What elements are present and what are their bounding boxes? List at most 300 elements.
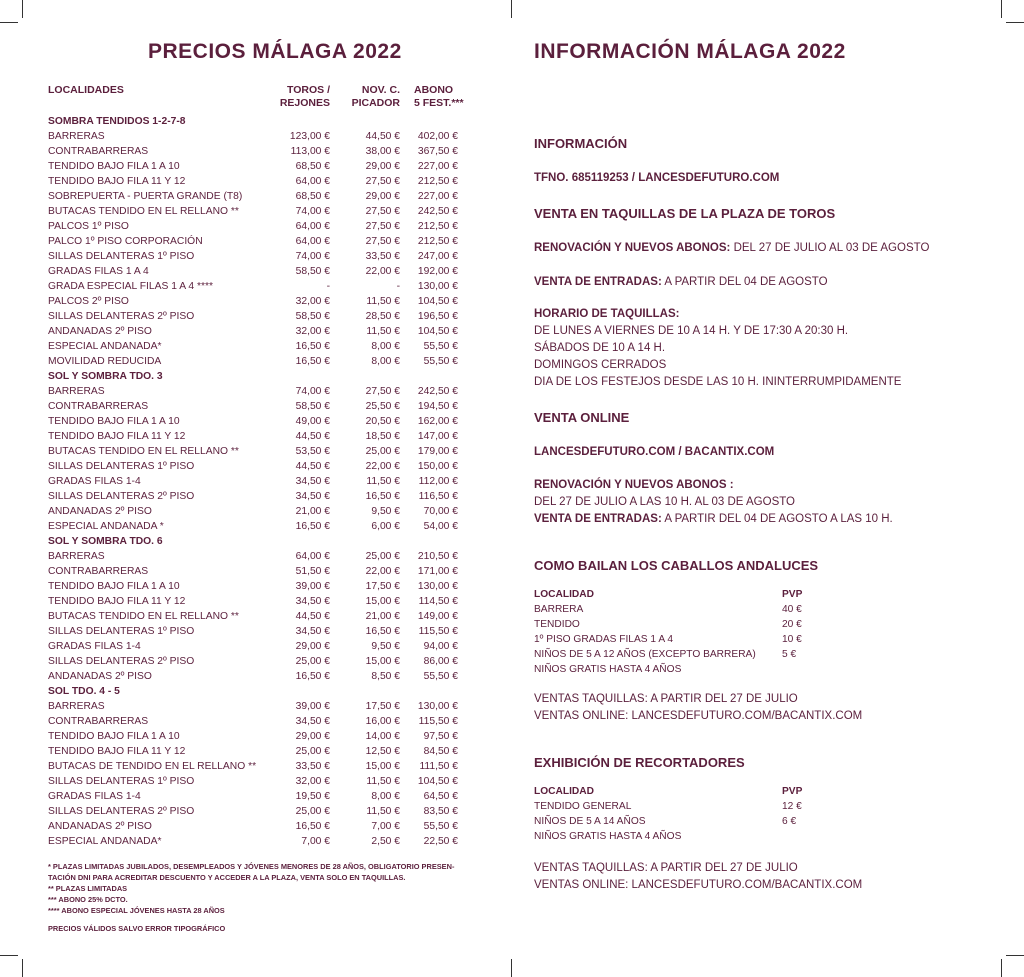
table-row (48, 264, 468, 279)
price-abono: 55,50 € (423, 356, 458, 367)
price-abono: 55,50 € (423, 671, 458, 682)
row-label: GRADAS FILAS 1-4 (48, 641, 141, 652)
price-rows (48, 114, 468, 849)
price-nov: 8,00 € (371, 791, 400, 802)
row-label: SILLAS DELANTERAS 1º PISO (48, 626, 195, 637)
price-abono: 55,50 € (423, 821, 458, 832)
row-label: TENDIDO BAJO FILA 1 A 10 (48, 161, 180, 172)
price-nov: 9,50 € (371, 641, 400, 652)
row-label: SOL Y SOMBRA TDO. 6 (48, 536, 163, 547)
price-toros: 16,50 € (295, 821, 330, 832)
price-abono: 171,00 € (417, 566, 458, 577)
row-label: NIÑOS GRATIS HASTA 4 AÑOS (534, 831, 682, 842)
price-nov: 18,50 € (365, 431, 400, 442)
price-nov: - (396, 281, 400, 292)
price-nov: 33,50 € (365, 251, 400, 262)
price-table (48, 84, 468, 849)
horario-label: HORARIO DE TAQUILLAS: (534, 308, 680, 320)
row-label: SOL TDO. 4 - 5 (48, 686, 120, 697)
price-abono: 149,00 € (417, 611, 458, 622)
price-abono: 104,50 € (417, 326, 458, 337)
price-abono: 112,00 € (418, 476, 458, 487)
header-localidades: LOCALIDADES (48, 84, 124, 96)
phone-line: TFNO. 685119253 / LANCESDEFUTURO.COM (534, 172, 780, 184)
header-toros: TOROS / REJONES (279, 84, 330, 109)
price-abono: 54,00 € (423, 521, 458, 532)
header-abono: ABONO 5 FEST.*** (414, 84, 464, 109)
price-nov: 22,00 € (365, 266, 400, 277)
price-abono: 162,00 € (417, 416, 458, 427)
price-toros: 29,00 € (295, 641, 330, 652)
price-nov: 28,50 € (365, 311, 400, 322)
price-nov: 2,50 € (371, 836, 400, 847)
table-row (48, 699, 468, 714)
table-row (48, 414, 468, 429)
price-toros: 33,50 € (295, 761, 330, 772)
price-abono: 150,00 € (417, 461, 458, 472)
table-row (48, 399, 468, 414)
price-toros: 25,00 € (295, 746, 330, 757)
crop-mark (22, 959, 23, 977)
price-toros: - (326, 281, 330, 292)
row-label: BUTACAS TENDIDO EN EL RELLANO ** (48, 206, 239, 217)
row-label: SILLAS DELANTERAS 1º PISO (48, 776, 195, 787)
price-abono: 192,00 € (417, 266, 458, 277)
footnote: TACIÓN DNI PARA ACREDITAR DESCUENTO Y ACCEDER A LA PLAZA, VENTA SOLO EN TAQUILLAS. (48, 873, 406, 882)
price-toros: 34,50 € (295, 476, 330, 487)
validity-note: PRECIOS VÁLIDOS SALVO ERROR TIPOGRÁFICO (48, 924, 226, 933)
table-row (48, 129, 468, 144)
row-label: ANDANADAS 2º PISO (48, 506, 152, 517)
price-toros: 68,50 € (295, 191, 330, 202)
price-abono: 104,50 € (417, 296, 458, 307)
price-nov: 22,00 € (365, 461, 400, 472)
online-renov-label: RENOVACIÓN Y NUEVOS ABONOS : (534, 479, 734, 491)
row-label: BARRERAS (48, 386, 105, 397)
price-toros: 39,00 € (295, 581, 330, 592)
price-nov: 6,00 € (371, 521, 400, 532)
prices-panel (48, 40, 468, 933)
row-label: ANDANADAS 2º PISO (48, 821, 152, 832)
price-nov: 11,50 € (366, 326, 400, 337)
price-toros: 64,00 € (295, 551, 330, 562)
taquillas-heading: VENTA EN TAQUILLAS DE LA PLAZA DE TOROS (534, 206, 836, 221)
table-row (48, 204, 468, 219)
table-row (48, 804, 468, 819)
row-label: SOBREPUERTA - PUERTA GRANDE (T8) (48, 191, 243, 202)
info-title: INFORMACIÓN MÁLAGA 2022 (534, 40, 846, 63)
row-label: GRADAS FILAS 1-4 (48, 476, 141, 487)
price-abono: 130,00 € (417, 701, 458, 712)
table-row (48, 174, 468, 189)
table-row (48, 459, 468, 474)
table-row (534, 632, 802, 647)
price-abono: 115,50 € (418, 626, 458, 637)
header-novilladas: NOV. C. PICADOR (351, 84, 400, 109)
table-row (48, 624, 468, 639)
row-label: SILLAS DELANTERAS 2º PISO (48, 311, 195, 322)
row-price: 20 € (782, 619, 802, 630)
table-row (48, 729, 468, 744)
row-label: NIÑOS DE 5 A 14 AÑOS (534, 816, 646, 827)
row-label: GRADA ESPECIAL FILAS 1 A 4 **** (48, 281, 214, 292)
price-nov: 8,00 € (371, 356, 400, 367)
row-label: BARRERAS (48, 551, 105, 562)
row-label: BARRERAS (48, 701, 105, 712)
row-label: TENDIDO BAJO FILA 11 Y 12 (48, 596, 186, 607)
row-label: BARRERA (534, 604, 584, 615)
price-toros: 58,50 € (295, 401, 330, 412)
table-row (48, 489, 468, 504)
row-label: SILLAS DELANTERAS 2º PISO (48, 806, 195, 817)
price-abono: 55,50 € (423, 341, 458, 352)
price-toros: 58,50 € (295, 266, 330, 277)
table-row (534, 647, 802, 662)
price-toros: 25,00 € (295, 806, 330, 817)
price-toros: 16,50 € (295, 521, 330, 532)
row-label: PALCOS 1º PISO (48, 221, 129, 232)
price-abono: 130,00 € (417, 281, 458, 292)
table-row (48, 384, 468, 399)
price-toros: 29,00 € (295, 731, 330, 742)
row-label: NIÑOS GRATIS HASTA 4 AÑOS (534, 664, 682, 675)
price-nov: 15,00 € (365, 596, 400, 607)
table-row (48, 354, 468, 369)
caballos-taquillas: VENTAS TAQUILLAS: A PARTIR DEL 27 DE JULIO (534, 693, 798, 705)
price-abono: 194,50 € (417, 401, 458, 412)
crop-mark (1001, 0, 1002, 18)
price-nov: 17,50 € (365, 581, 400, 592)
price-nov: 27,50 € (365, 236, 400, 247)
row-label: TENDIDO BAJO FILA 11 Y 12 (48, 176, 186, 187)
price-nov: 21,00 € (365, 611, 400, 622)
price-abono: 104,50 € (417, 776, 458, 787)
price-nov: 44,50 € (365, 131, 400, 142)
section-header (48, 114, 468, 129)
price-toros: 74,00 € (295, 386, 330, 397)
horario-line: SÁBADOS DE 10 A 14 H. (534, 342, 666, 354)
price-abono: 116,50 € (418, 491, 458, 502)
price-nov: 27,50 € (365, 221, 400, 232)
table-row (48, 474, 468, 489)
price-toros: 19,50 € (295, 791, 330, 802)
price-toros: 64,00 € (295, 221, 330, 232)
table-header: LOCALIDAD PVP (534, 589, 803, 600)
price-abono: 111,50 € (419, 761, 458, 772)
price-nov: 25,50 € (365, 401, 400, 412)
price-toros: 21,00 € (295, 506, 330, 517)
price-toros: 44,50 € (295, 461, 330, 472)
price-toros: 34,50 € (295, 491, 330, 502)
row-label: CONTRABARRERAS (48, 146, 149, 157)
table-row (48, 759, 468, 774)
crop-mark (0, 955, 18, 956)
price-abono: 242,50 € (417, 206, 458, 217)
row-label: TENDIDO BAJO FILA 11 Y 12 (48, 746, 186, 757)
table-row (534, 602, 802, 617)
table-row (48, 549, 468, 564)
price-table-header (48, 84, 468, 112)
table-row (534, 799, 802, 814)
price-abono: 210,50 € (417, 551, 458, 562)
table-row (534, 829, 802, 844)
crop-mark (22, 0, 23, 18)
table-row (48, 234, 468, 249)
table-row (48, 519, 468, 534)
price-nov: 15,00 € (365, 656, 400, 667)
row-label: ANDANADAS 2º PISO (48, 326, 152, 337)
renovacion-line: RENOVACIÓN Y NUEVOS ABONOS: DEL 27 DE JULIO AL 03 DE AGOSTO (534, 242, 930, 254)
price-toros: 64,00 € (295, 176, 330, 187)
price-toros: 16,50 € (295, 341, 330, 352)
price-nov: 16,50 € (365, 491, 400, 502)
table-row (48, 504, 468, 519)
row-label: BARRERAS (48, 131, 105, 142)
crop-mark (1001, 959, 1002, 977)
row-label: ESPECIAL ANDANADA* (48, 836, 162, 847)
recortadores-table (534, 784, 802, 844)
price-toros: 68,50 € (295, 161, 330, 172)
row-price: 40 € (782, 604, 802, 615)
row-label: ESPECIAL ANDANADA * (48, 521, 164, 532)
table-header: LOCALIDAD PVP (534, 786, 803, 797)
row-label: PALCOS 2º PISO (48, 296, 129, 307)
section-header (48, 684, 468, 699)
price-nov: 11,50 € (366, 296, 400, 307)
online-entradas-line: VENTA DE ENTRADAS: A PARTIR DEL 04 DE AGOSTO A LAS 10 H. (534, 513, 893, 525)
row-label: PALCO 1º PISO CORPORACIÓN (48, 236, 203, 247)
table-row (48, 144, 468, 159)
price-nov: 15,00 € (365, 761, 400, 772)
table-row (48, 669, 468, 684)
crop-mark (0, 22, 18, 23)
table-row (48, 219, 468, 234)
table-row (48, 189, 468, 204)
price-abono: 86,00 € (423, 656, 458, 667)
price-toros: 74,00 € (295, 251, 330, 262)
price-abono: 22,50 € (423, 836, 458, 847)
table-row (48, 279, 468, 294)
price-abono: 242,50 € (417, 386, 458, 397)
info-panel (534, 40, 994, 940)
footnotes (48, 861, 468, 916)
table-row (48, 819, 468, 834)
table-row (534, 814, 802, 829)
online-renov-value: DEL 27 DE JULIO A LAS 10 H. AL 03 DE AGOSTO (534, 496, 796, 508)
price-nov: 17,50 € (365, 701, 400, 712)
price-toros: 44,50 € (295, 611, 330, 622)
price-toros: 16,50 € (295, 671, 330, 682)
price-abono: 114,50 € (418, 596, 458, 607)
price-nov: 29,00 € (365, 191, 400, 202)
price-toros: 34,50 € (295, 596, 330, 607)
row-price: 12 € (782, 801, 802, 812)
table-row (48, 834, 468, 849)
row-label: CONTRABARRERAS (48, 401, 149, 412)
table-row (48, 639, 468, 654)
online-sites: LANCESDEFUTURO.COM / BACANTIX.COM (534, 446, 775, 458)
price-abono: 64,50 € (423, 791, 458, 802)
price-toros: 16,50 € (295, 356, 330, 367)
price-nov: 7,00 € (371, 821, 400, 832)
row-label: 1º PISO GRADAS FILAS 1 A 4 (534, 634, 674, 645)
table-row (48, 324, 468, 339)
price-toros: 58,50 € (295, 311, 330, 322)
table-row (48, 444, 468, 459)
table-row (48, 249, 468, 264)
price-abono: 130,00 € (417, 581, 458, 592)
horario-line: DOMINGOS CERRADOS (534, 359, 667, 371)
price-abono: 367,50 € (417, 146, 458, 157)
price-abono: 196,50 € (417, 311, 458, 322)
price-abono: 97,50 € (423, 731, 458, 742)
table-row (48, 714, 468, 729)
footnote: * PLAZAS LIMITADAS JUBILADOS, DESEMPLEADOS Y JÓVENES MENORES DE 28 AÑOS, OBLIGATORIO PRESEN- (48, 862, 455, 871)
table-row (48, 429, 468, 444)
price-abono: 70,00 € (423, 506, 458, 517)
price-toros: 74,00 € (295, 206, 330, 217)
table-row (48, 609, 468, 624)
table-row (48, 294, 468, 309)
price-abono: 84,50 € (423, 746, 458, 757)
price-nov: 16,50 € (365, 626, 400, 637)
price-abono: 115,50 € (418, 716, 458, 727)
price-abono: 227,00 € (417, 191, 458, 202)
price-nov: 8,00 € (371, 341, 400, 352)
row-label: TENDIDO (534, 619, 580, 630)
table-row (48, 159, 468, 174)
price-abono: 94,00 € (423, 641, 458, 652)
caballos-table (534, 587, 802, 677)
price-abono: 227,00 € (417, 161, 458, 172)
price-nov: 8,50 € (371, 671, 400, 682)
price-toros: 34,50 € (295, 716, 330, 727)
table-row (48, 579, 468, 594)
caballos-heading: COMO BAILAN LOS CABALLOS ANDALUCES (534, 558, 819, 573)
price-nov: 9,50 € (371, 506, 400, 517)
price-abono: 147,00 € (417, 431, 458, 442)
row-label: BUTACAS TENDIDO EN EL RELLANO ** (48, 446, 239, 457)
price-nov: 27,50 € (365, 176, 400, 187)
row-label: GRADAS FILAS 1 A 4 (48, 266, 149, 277)
price-nov: 11,50 € (366, 806, 400, 817)
row-label: BUTACAS DE TENDIDO EN EL RELLANO ** (48, 761, 257, 772)
recortadores-heading: EXHIBICIÓN DE RECORTADORES (534, 755, 745, 770)
row-label: TENDIDO BAJO FILA 11 Y 12 (48, 431, 186, 442)
row-label: SOMBRA TENDIDOS 1-2-7-8 (48, 116, 186, 127)
price-toros: 7,00 € (301, 836, 330, 847)
row-price: 6 € (782, 816, 797, 827)
price-abono: 402,00 € (417, 131, 458, 142)
price-abono: 179,00 € (417, 446, 458, 457)
price-toros: 49,00 € (295, 416, 330, 427)
price-abono: 212,50 € (417, 221, 458, 232)
footnote: **** ABONO ESPECIAL JÓVENES HASTA 28 AÑOS (48, 906, 225, 915)
table-row (534, 662, 802, 677)
price-toros: 39,00 € (295, 701, 330, 712)
row-label: CONTRABARRERAS (48, 566, 149, 577)
row-label: SILLAS DELANTERAS 1º PISO (48, 251, 195, 262)
table-row (48, 594, 468, 609)
section-header (48, 369, 468, 384)
price-toros: 32,00 € (295, 776, 330, 787)
table-row (48, 744, 468, 759)
price-toros: 25,00 € (295, 656, 330, 667)
table-row (48, 654, 468, 669)
caballos-online: VENTAS ONLINE: LANCESDEFUTURO.COM/BACANTIX.COM (534, 710, 863, 722)
row-label: TENDIDO GENERAL (534, 801, 632, 812)
entradas-line: VENTA DE ENTRADAS: A PARTIR DEL 04 DE AGOSTO (534, 276, 828, 288)
table-row (48, 339, 468, 354)
row-label: TENDIDO BAJO FILA 1 A 10 (48, 731, 180, 742)
row-label: SILLAS DELANTERAS 2º PISO (48, 491, 195, 502)
price-toros: 113,00 € (290, 146, 330, 157)
price-nov: 27,50 € (365, 206, 400, 217)
price-toros: 51,50 € (295, 566, 330, 577)
row-label: TENDIDO BAJO FILA 1 A 10 (48, 416, 180, 427)
row-price: 10 € (782, 634, 802, 645)
price-nov: 25,00 € (365, 446, 400, 457)
price-nov: 27,50 € (365, 386, 400, 397)
table-row (48, 309, 468, 324)
price-nov: 11,50 € (366, 776, 400, 787)
row-label: MOVILIDAD REDUCIDA (48, 356, 162, 367)
online-heading: VENTA ONLINE (534, 410, 630, 425)
price-toros: 64,00 € (295, 236, 330, 247)
row-label: ESPECIAL ANDANADA* (48, 341, 162, 352)
row-label: SILLAS DELANTERAS 1º PISO (48, 461, 195, 472)
info-heading: INFORMACIÓN (534, 136, 628, 151)
recortadores-taquillas: VENTAS TAQUILLAS: A PARTIR DEL 27 DE JULIO (534, 862, 798, 874)
row-label: BUTACAS TENDIDO EN EL RELLANO ** (48, 611, 239, 622)
price-toros: 44,50 € (295, 431, 330, 442)
price-nov: 11,50 € (366, 476, 400, 487)
price-nov: 20,50 € (365, 416, 400, 427)
section-header (48, 534, 468, 549)
price-nov: 25,00 € (365, 551, 400, 562)
table-row (534, 617, 802, 632)
horario-line: DE LUNES A VIERNES DE 10 A 14 H. Y DE 17:30 A 20:30 H. (534, 325, 849, 337)
price-toros: 123,00 € (289, 131, 330, 142)
prices-title: PRECIOS MÁLAGA 2022 (148, 40, 402, 63)
row-label: TENDIDO BAJO FILA 1 A 10 (48, 581, 180, 592)
price-nov: 22,00 € (365, 566, 400, 577)
price-toros: 34,50 € (295, 626, 330, 637)
price-abono: 247,00 € (417, 251, 458, 262)
table-row (48, 789, 468, 804)
crop-mark (1006, 955, 1024, 956)
row-label: GRADAS FILAS 1-4 (48, 791, 141, 802)
price-toros: 32,00 € (295, 326, 330, 337)
row-label: NIÑOS DE 5 A 12 AÑOS (EXCEPTO BARRERA) (534, 649, 756, 660)
row-price: 5 € (782, 649, 797, 660)
table-row (48, 564, 468, 579)
row-label: SOL Y SOMBRA TDO. 3 (48, 371, 163, 382)
crop-mark (511, 959, 512, 977)
footnote: *** ABONO 25% DCTO. (48, 895, 128, 904)
horario-line: DIA DE LOS FESTEJOS DESDE LAS 10 H. ININTERRUMPIDAMENTE (534, 376, 902, 388)
table-row (48, 774, 468, 789)
price-toros: 32,00 € (295, 296, 330, 307)
recortadores-online: VENTAS ONLINE: LANCESDEFUTURO.COM/BACANTIX.COM (534, 879, 863, 891)
crop-mark (511, 0, 512, 18)
footnote: ** PLAZAS LIMITADAS (48, 884, 128, 893)
crop-mark (1006, 22, 1024, 23)
price-toros: 53,50 € (295, 446, 330, 457)
price-nov: 29,00 € (365, 161, 400, 172)
row-label: CONTRABARRERAS (48, 716, 149, 727)
price-nov: 14,00 € (365, 731, 400, 742)
